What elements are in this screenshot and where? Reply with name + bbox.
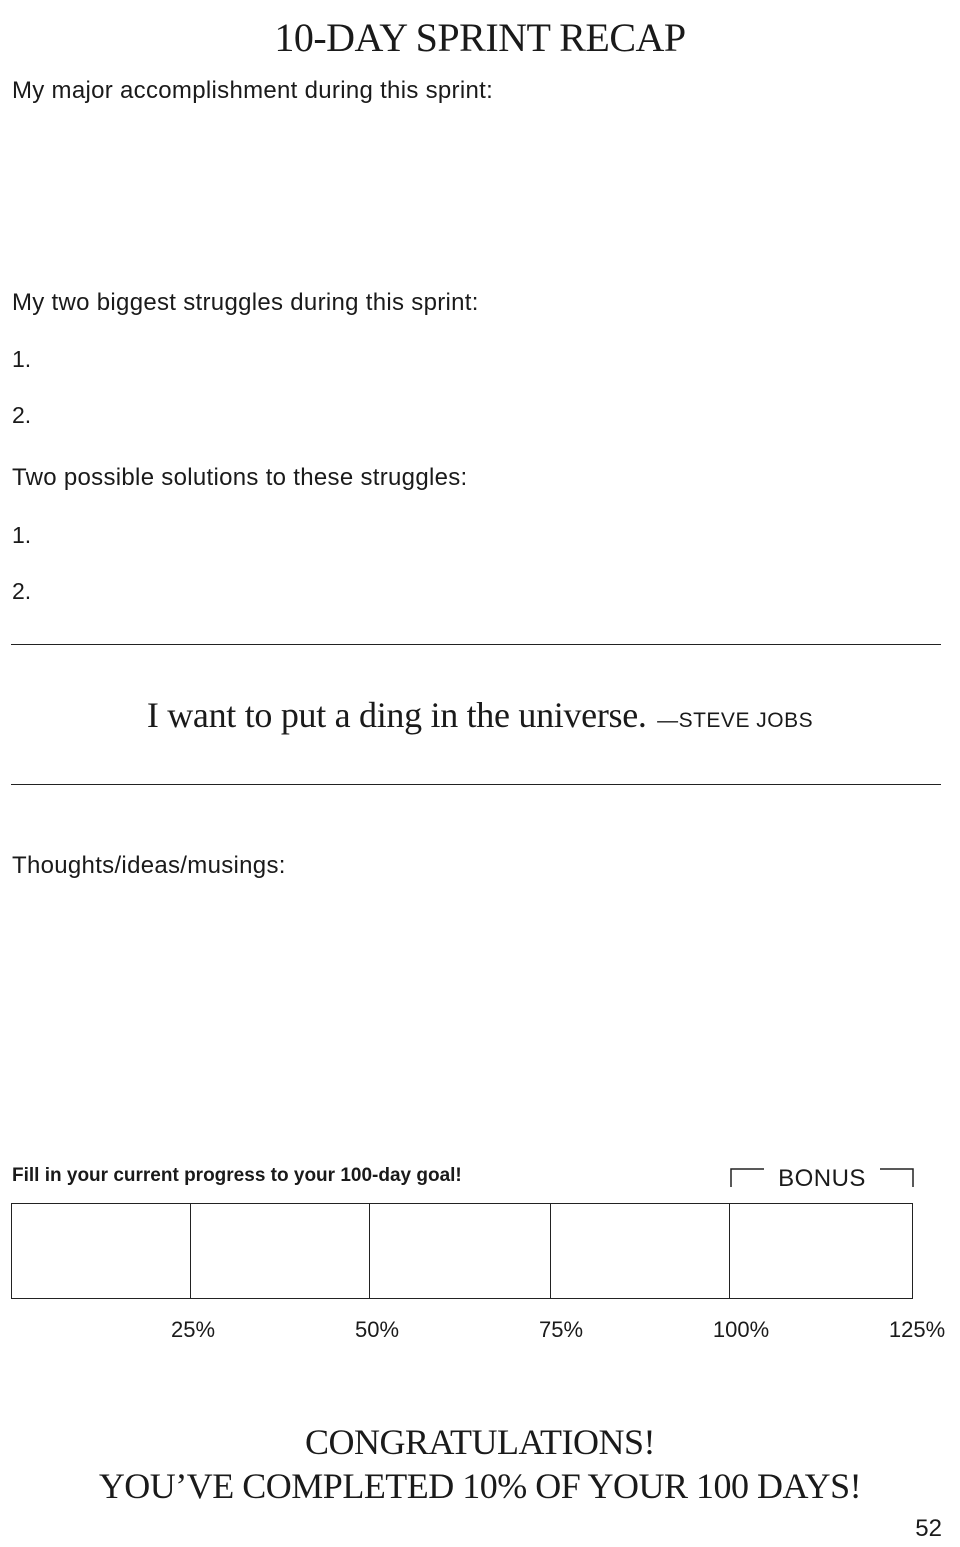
progress-divider-50 xyxy=(369,1203,370,1299)
bonus-label: BONUS xyxy=(778,1165,866,1192)
progress-bar[interactable] xyxy=(11,1203,913,1299)
thoughts-prompt: Thoughts/ideas/musings: xyxy=(12,852,286,879)
progress-divider-75 xyxy=(550,1203,551,1299)
congrats-line-2: YOU’VE COMPLETED 10% OF YOUR 100 DAYS! xyxy=(98,1466,862,1506)
solution-item-2: 2. xyxy=(12,578,32,604)
quote xyxy=(0,694,960,736)
congrats-line-1: CONGRATULATIONS! xyxy=(305,1422,655,1462)
page-title: 10-DAY SPRINT RECAP xyxy=(274,15,686,60)
accomplishment-prompt: My major accomplishment during this sprint: xyxy=(12,77,494,104)
page-number: 52 xyxy=(915,1515,942,1542)
solution-item-1: 1. xyxy=(12,522,32,548)
struggle-item-1: 1. xyxy=(12,346,32,372)
struggle-item-2: 2. xyxy=(12,402,32,428)
progress-divider-100 xyxy=(729,1203,730,1299)
progress-mark-25: 25% xyxy=(170,1317,216,1342)
progress-label: Fill in your current progress to your 100-day goal! xyxy=(12,1165,462,1186)
progress-divider-25 xyxy=(190,1203,191,1299)
progress-mark-125: 125% xyxy=(888,1317,946,1342)
struggles-prompt: My two biggest struggles during this sprint: xyxy=(12,289,479,316)
quote-top-rule xyxy=(11,644,941,645)
quote-author: —STEVE JOBS xyxy=(657,709,814,732)
progress-mark-50: 50% xyxy=(354,1317,400,1342)
progress-mark-100: 100% xyxy=(712,1317,770,1342)
progress-mark-75: 75% xyxy=(538,1317,584,1342)
solutions-prompt: Two possible solutions to these struggles: xyxy=(12,464,468,491)
quote-bottom-rule xyxy=(11,784,941,785)
quote-text: I want to put a ding in the universe. xyxy=(146,695,647,735)
congratulations-message xyxy=(0,1420,960,1508)
